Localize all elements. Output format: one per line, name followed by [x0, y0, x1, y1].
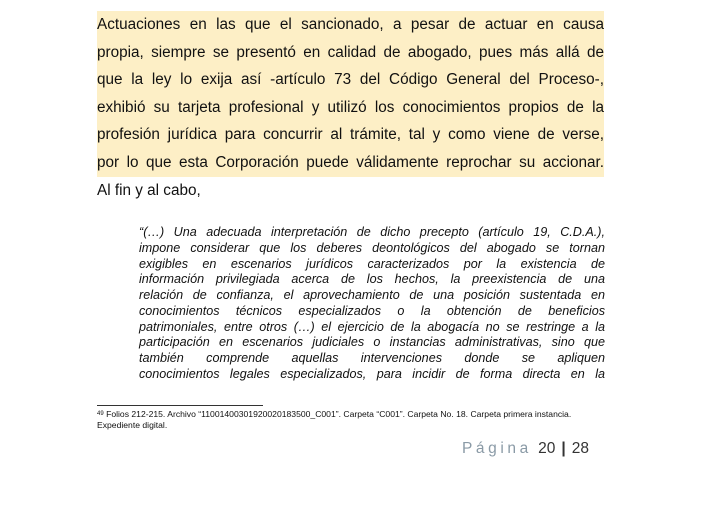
page-label: Página: [461, 440, 532, 457]
footnote-number: 49: [97, 411, 104, 417]
quote-line: participación en escenarios judiciales o instancias administrativas, sino que: [139, 335, 605, 350]
footnote-separator: [97, 405, 263, 406]
quote-line: relación de confianza, el aprovechamiento de una posición sustentada en: [139, 288, 605, 302]
footnote-line: [97, 409, 607, 420]
footnote-text: Folios 212-215. Archivo “11001400301920020183500_C001”. Carpeta “C001”. Carpeta No. 18. Carpeta primera instancia.: [106, 409, 572, 419]
paragraph-line: por lo que esta Corporación puede válidamente reprochar su accionar.: [97, 149, 604, 177]
page-separator: |: [561, 440, 566, 457]
paragraph-line: Actuaciones en las que el sancionado, a pesar de actuar en causa: [97, 11, 604, 39]
main-paragraph: [97, 11, 604, 204]
quote-line: impone considerar que los deberes deontológicos del abogado se tornan: [139, 240, 605, 255]
quote-line: también comprende aquellas intervenciones donde se apliquen: [139, 351, 605, 365]
footnote-line: Expediente digital.: [97, 420, 168, 431]
block-quote: [139, 225, 605, 383]
quote-line: patrimoniales, entre otros (…) el ejercicio de la abogacía no se restringe a la: [139, 319, 605, 334]
quote-line: conocimientos legales especializados, para incidir de forma directa en la: [139, 366, 605, 381]
paragraph-line: exhibió su tarjeta profesional y utilizó los conocimientos propios de la: [97, 94, 604, 122]
quote-line: información privilegiada acerca de los hechos, la preexistencia de una: [139, 272, 605, 287]
paragraph-line: propia, siempre se presentó en calidad de abogado, pues más allá de: [97, 39, 604, 67]
paragraph-line: profesión jurídica para concurrir al trámite, tal y como viene de verse,: [97, 121, 604, 149]
quote-line: conocimientos técnicos especializados o la obtención de beneficios: [139, 303, 605, 318]
page-number: [462, 440, 589, 458]
total-pages: 28: [571, 440, 589, 457]
paragraph-line: que la ley lo exija así -artículo 73 del Código General del Proceso-,: [97, 66, 604, 94]
paragraph-line: Al fin y al cabo,: [97, 181, 201, 199]
footnote: [97, 409, 607, 431]
quote-line: “(…) Una adecuada interpretación de dicho precepto (artículo 19, C.D.A.),: [139, 225, 605, 239]
current-page: 20: [538, 440, 556, 457]
quote-line: exigibles en escenarios jurídicos caracterizados por la existencia de: [139, 256, 605, 271]
